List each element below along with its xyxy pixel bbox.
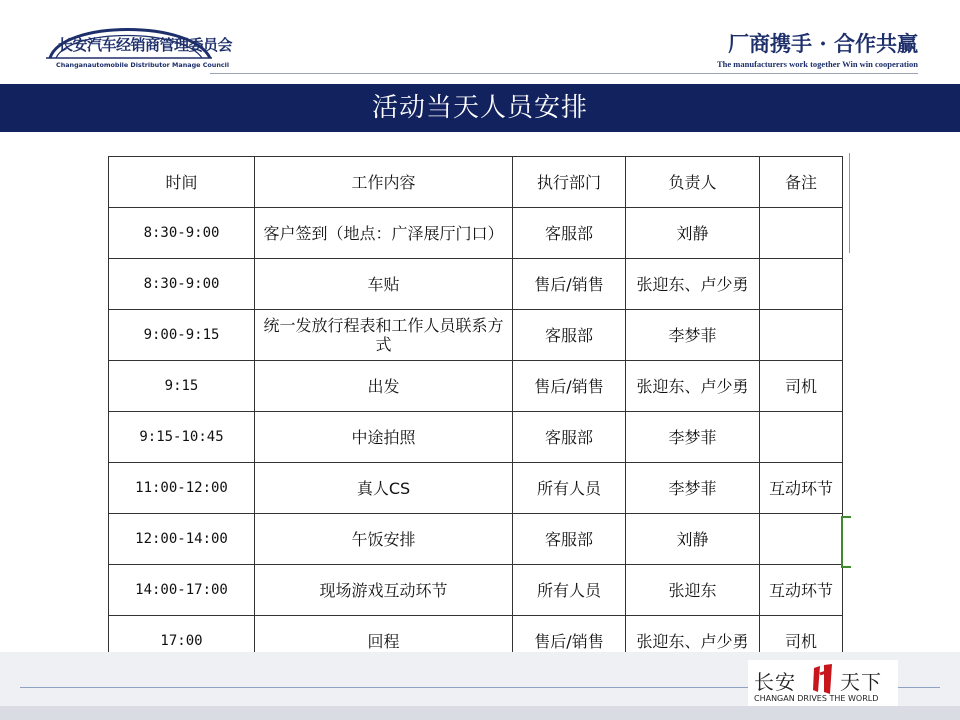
cell-time: 17:00 bbox=[109, 616, 255, 667]
cell-task: 客户签到（地点：广泽展厅门口） bbox=[255, 208, 513, 259]
cell-task: 统一发放行程表和工作人员联系方式 bbox=[255, 310, 513, 361]
cell-department: 售后/销售 bbox=[513, 259, 626, 310]
cell-remark bbox=[760, 259, 843, 310]
guide-line bbox=[849, 153, 850, 253]
table-row bbox=[109, 514, 843, 565]
cell-department: 客服部 bbox=[513, 514, 626, 565]
cell-department: 售后/销售 bbox=[513, 616, 626, 667]
cell-owner: 张迎东、卢少勇 bbox=[626, 361, 760, 412]
col-header-remark: 备注 bbox=[760, 157, 843, 208]
table-header-row bbox=[109, 157, 843, 208]
cell-remark: 司机 bbox=[760, 616, 843, 667]
cell-task: 现场游戏互动环节 bbox=[255, 565, 513, 616]
cell-remark bbox=[760, 310, 843, 361]
col-header-task: 工作内容 bbox=[255, 157, 513, 208]
selection-bracket-marker bbox=[841, 516, 851, 568]
footer-logo-en: CHANGAN DRIVES THE WORLD bbox=[754, 694, 879, 703]
cell-remark: 互动环节 bbox=[760, 565, 843, 616]
cell-task: 回程 bbox=[255, 616, 513, 667]
page-title: 活动当天人员安排 bbox=[0, 84, 960, 132]
cell-remark bbox=[760, 514, 843, 565]
col-header-department: 执行部门 bbox=[513, 157, 626, 208]
cell-time: 8:30-9:00 bbox=[109, 259, 255, 310]
cell-task: 车贴 bbox=[255, 259, 513, 310]
footer-logo-cn-left: 长安 bbox=[754, 670, 796, 694]
cell-department: 客服部 bbox=[513, 208, 626, 259]
cell-department: 客服部 bbox=[513, 412, 626, 463]
changan-brush-mark-icon bbox=[810, 662, 838, 696]
cell-remark: 互动环节 bbox=[760, 463, 843, 514]
cell-time: 9:15-10:45 bbox=[109, 412, 255, 463]
footer-strip bbox=[0, 706, 960, 720]
changan-footer-logo bbox=[748, 660, 898, 706]
cell-task: 中途拍照 bbox=[255, 412, 513, 463]
cell-owner: 刘静 bbox=[626, 208, 760, 259]
table-row bbox=[109, 565, 843, 616]
cell-time: 8:30-9:00 bbox=[109, 208, 255, 259]
col-header-owner: 负责人 bbox=[626, 157, 760, 208]
cell-task: 午饭安排 bbox=[255, 514, 513, 565]
cell-remark bbox=[760, 412, 843, 463]
footer-logo-cn-right: 天下 bbox=[840, 670, 882, 694]
table-row bbox=[109, 310, 843, 361]
cell-owner: 李梦菲 bbox=[626, 310, 760, 361]
table-row bbox=[109, 361, 843, 412]
col-header-time: 时间 bbox=[109, 157, 255, 208]
council-logo-en: Changanautomobile Distributor Manage Council bbox=[56, 61, 230, 69]
cell-remark: 司机 bbox=[760, 361, 843, 412]
cell-time: 11:00-12:00 bbox=[109, 463, 255, 514]
slogan-cn: 厂商携手 · 合作共赢 bbox=[728, 31, 918, 56]
cell-department: 客服部 bbox=[513, 310, 626, 361]
cell-department: 所有人员 bbox=[513, 565, 626, 616]
cell-time: 9:00-9:15 bbox=[109, 310, 255, 361]
cell-owner: 李梦菲 bbox=[626, 463, 760, 514]
council-logo bbox=[42, 14, 233, 74]
table-row bbox=[109, 412, 843, 463]
cell-time: 12:00-14:00 bbox=[109, 514, 255, 565]
cell-time: 14:00-17:00 bbox=[109, 565, 255, 616]
table-row bbox=[109, 259, 843, 310]
cell-task: 出发 bbox=[255, 361, 513, 412]
cell-department: 所有人员 bbox=[513, 463, 626, 514]
table-row bbox=[109, 208, 843, 259]
council-logo-cn: 长安汽车经销商管理委员会 bbox=[58, 36, 233, 54]
header-rule bbox=[210, 73, 918, 74]
page-header bbox=[0, 0, 960, 84]
cell-task: 真人CS bbox=[255, 463, 513, 514]
cell-department: 售后/销售 bbox=[513, 361, 626, 412]
table-row bbox=[109, 463, 843, 514]
cell-owner: 李梦菲 bbox=[626, 412, 760, 463]
schedule-table bbox=[108, 156, 843, 667]
cell-time: 9:15 bbox=[109, 361, 255, 412]
cell-remark bbox=[760, 208, 843, 259]
cell-owner: 张迎东、卢少勇 bbox=[626, 616, 760, 667]
slogan-en: The manufacturers work together Win win cooperation bbox=[716, 59, 918, 69]
cell-owner: 刘静 bbox=[626, 514, 760, 565]
cell-owner: 张迎东 bbox=[626, 565, 760, 616]
cell-owner: 张迎东、卢少勇 bbox=[626, 259, 760, 310]
